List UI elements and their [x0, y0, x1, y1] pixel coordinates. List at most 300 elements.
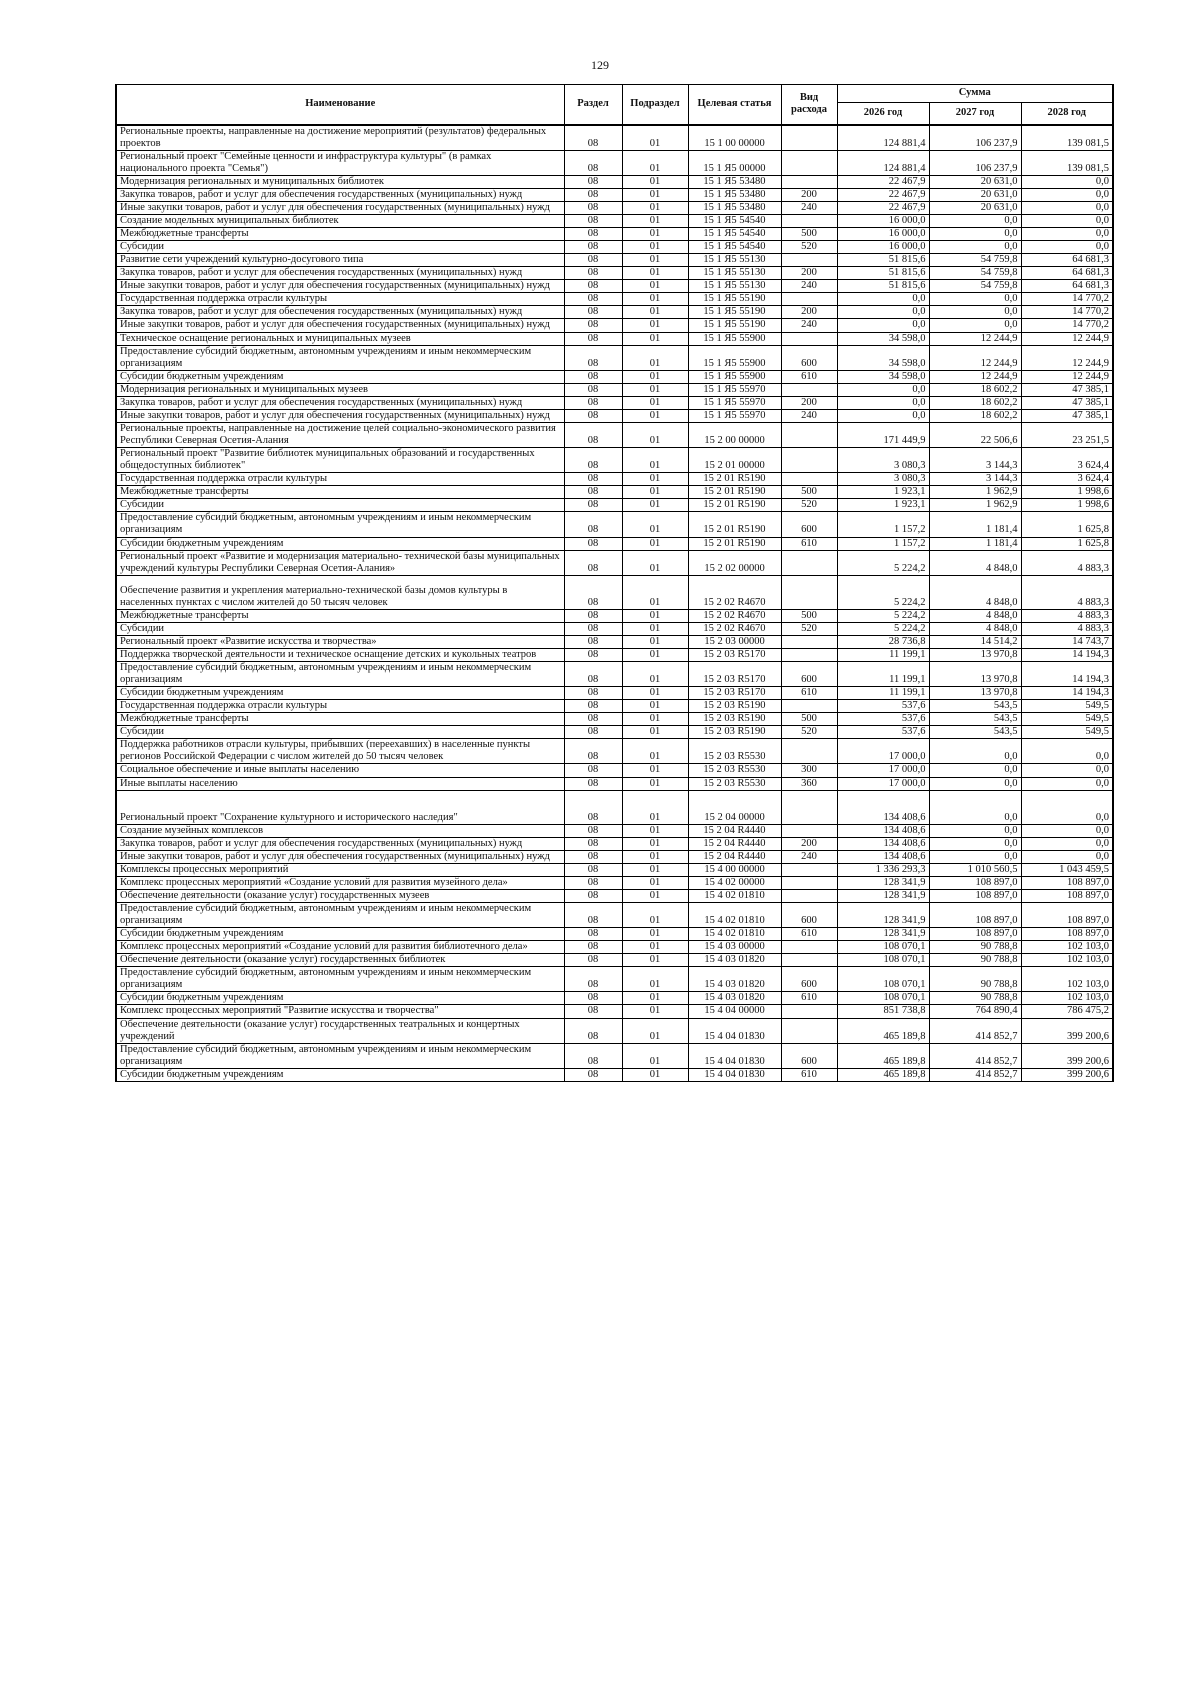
- cell-subsection: 01: [622, 1005, 688, 1018]
- table-row: [116, 928, 1113, 941]
- cell-2026: 16 000,0: [837, 214, 929, 227]
- cell-2027: 764 890,4: [929, 1005, 1021, 1018]
- cell-subsection: 01: [622, 254, 688, 267]
- cell-2027: 108 897,0: [929, 902, 1021, 927]
- cell-target: 15 2 01 R5190: [688, 537, 781, 550]
- cell-subsection: 01: [622, 370, 688, 383]
- cell-type: 610: [781, 687, 837, 700]
- cell-2026: 5 224,2: [837, 609, 929, 622]
- table-row: [116, 319, 1113, 332]
- cell-2026: 0,0: [837, 306, 929, 319]
- cell-type: [781, 941, 837, 954]
- header-year-2028: 2028 год: [1021, 103, 1113, 125]
- table-body: [116, 125, 1113, 1082]
- cell-target: 15 4 03 00000: [688, 941, 781, 954]
- cell-subsection: 01: [622, 201, 688, 214]
- cell-subsection: 01: [622, 790, 688, 824]
- header-subsection: Подраздел: [622, 85, 688, 125]
- cell-type: 300: [781, 764, 837, 777]
- cell-section: 08: [564, 876, 622, 889]
- cell-2027: 20 631,0: [929, 175, 1021, 188]
- cell-target: 15 2 03 00000: [688, 635, 781, 648]
- cell-2026: 108 070,1: [837, 941, 929, 954]
- cell-2026: 465 189,8: [837, 1068, 929, 1081]
- cell-subsection: 01: [622, 850, 688, 863]
- cell-name: Государственная поддержка отрасли культуры: [116, 473, 564, 486]
- cell-name: Государственная поддержка отрасли культуры: [116, 700, 564, 713]
- cell-subsection: 01: [622, 267, 688, 280]
- table-row: [116, 293, 1113, 306]
- cell-2027: 414 852,7: [929, 1043, 1021, 1068]
- cell-2027: 13 970,8: [929, 648, 1021, 661]
- cell-2027: 0,0: [929, 739, 1021, 764]
- cell-2027: 108 897,0: [929, 889, 1021, 902]
- cell-type: [781, 954, 837, 967]
- cell-2027: 1 010 560,5: [929, 863, 1021, 876]
- table-row: [116, 175, 1113, 188]
- cell-target: 15 2 04 R4440: [688, 824, 781, 837]
- cell-2026: 17 000,0: [837, 764, 929, 777]
- cell-2028: 14 194,3: [1021, 648, 1113, 661]
- cell-target: 15 2 02 00000: [688, 550, 781, 575]
- table-row: [116, 486, 1113, 499]
- cell-2028: 108 897,0: [1021, 902, 1113, 927]
- cell-2027: 90 788,8: [929, 967, 1021, 992]
- table-row: [116, 575, 1113, 609]
- cell-2027: 54 759,8: [929, 267, 1021, 280]
- table-row: [116, 876, 1113, 889]
- cell-section: 08: [564, 648, 622, 661]
- cell-name: Субсидии бюджетным учреждениям: [116, 537, 564, 550]
- cell-2026: 171 449,9: [837, 422, 929, 447]
- table-row: [116, 512, 1113, 537]
- cell-2028: 14 770,2: [1021, 319, 1113, 332]
- cell-2026: 124 881,4: [837, 150, 929, 175]
- cell-2026: 851 738,8: [837, 1005, 929, 1018]
- cell-type: 200: [781, 837, 837, 850]
- cell-target: 15 1 Я5 54540: [688, 241, 781, 254]
- cell-2027: 13 970,8: [929, 687, 1021, 700]
- table-row: [116, 383, 1113, 396]
- cell-type: [781, 125, 837, 151]
- cell-2028: 0,0: [1021, 175, 1113, 188]
- cell-section: 08: [564, 902, 622, 927]
- cell-section: 08: [564, 150, 622, 175]
- cell-target: 15 4 03 01820: [688, 967, 781, 992]
- cell-section: 08: [564, 422, 622, 447]
- cell-target: 15 2 03 R5170: [688, 648, 781, 661]
- cell-2028: 4 883,3: [1021, 622, 1113, 635]
- cell-section: 08: [564, 1018, 622, 1043]
- cell-2028: 1 625,8: [1021, 512, 1113, 537]
- cell-type: [781, 1018, 837, 1043]
- cell-2028: 47 385,1: [1021, 396, 1113, 409]
- cell-2027: 90 788,8: [929, 954, 1021, 967]
- cell-target: 15 2 03 R5530: [688, 739, 781, 764]
- cell-type: [781, 175, 837, 188]
- cell-2026: 11 199,1: [837, 648, 929, 661]
- table-row: [116, 967, 1113, 992]
- cell-subsection: 01: [622, 941, 688, 954]
- cell-section: 08: [564, 850, 622, 863]
- cell-2027: 4 848,0: [929, 622, 1021, 635]
- cell-section: 08: [564, 409, 622, 422]
- cell-section: 08: [564, 575, 622, 609]
- cell-type: [781, 824, 837, 837]
- cell-subsection: 01: [622, 345, 688, 370]
- table-row: [116, 228, 1113, 241]
- cell-target: 15 2 00 00000: [688, 422, 781, 447]
- header-target: Целевая статья: [688, 85, 781, 125]
- cell-2028: 102 103,0: [1021, 941, 1113, 954]
- cell-type: 200: [781, 188, 837, 201]
- cell-section: 08: [564, 125, 622, 151]
- cell-2026: 134 408,6: [837, 837, 929, 850]
- cell-target: 15 2 03 R5190: [688, 726, 781, 739]
- table-row: [116, 201, 1113, 214]
- cell-name: Иные закупки товаров, работ и услуг для обеспечения государственных (муниципальных) нужд: [116, 409, 564, 422]
- cell-2026: 22 467,9: [837, 175, 929, 188]
- cell-subsection: 01: [622, 700, 688, 713]
- cell-type: [781, 790, 837, 824]
- cell-subsection: 01: [622, 739, 688, 764]
- cell-2026: 34 598,0: [837, 345, 929, 370]
- cell-2028: 12 244,9: [1021, 345, 1113, 370]
- table-row: [116, 837, 1113, 850]
- table-row: [116, 863, 1113, 876]
- cell-type: 500: [781, 486, 837, 499]
- cell-target: 15 4 02 00000: [688, 876, 781, 889]
- cell-target: 15 1 Я5 55130: [688, 254, 781, 267]
- cell-name: Социальное обеспечение и иные выплаты населению: [116, 764, 564, 777]
- cell-2027: 0,0: [929, 228, 1021, 241]
- cell-subsection: 01: [622, 1068, 688, 1081]
- cell-name: Поддержка творческой деятельности и техническое оснащение детских и кукольных театров: [116, 648, 564, 661]
- cell-subsection: 01: [622, 280, 688, 293]
- cell-section: 08: [564, 764, 622, 777]
- cell-subsection: 01: [622, 1043, 688, 1068]
- table-row: [116, 150, 1113, 175]
- cell-2026: 22 467,9: [837, 188, 929, 201]
- cell-2028: 1 625,8: [1021, 537, 1113, 550]
- cell-2027: 0,0: [929, 777, 1021, 790]
- table-row: [116, 648, 1113, 661]
- cell-2026: 0,0: [837, 396, 929, 409]
- cell-2027: 0,0: [929, 790, 1021, 824]
- cell-subsection: 01: [622, 764, 688, 777]
- cell-name: Субсидии бюджетным учреждениям: [116, 992, 564, 1005]
- cell-2028: 549,5: [1021, 713, 1113, 726]
- cell-type: [781, 1005, 837, 1018]
- cell-subsection: 01: [622, 409, 688, 422]
- cell-2027: 12 244,9: [929, 370, 1021, 383]
- cell-2027: 90 788,8: [929, 941, 1021, 954]
- cell-type: 200: [781, 306, 837, 319]
- cell-type: 600: [781, 967, 837, 992]
- table-row: [116, 609, 1113, 622]
- cell-subsection: 01: [622, 967, 688, 992]
- cell-name: Субсидии бюджетным учреждениям: [116, 370, 564, 383]
- cell-type: [781, 150, 837, 175]
- cell-section: 08: [564, 967, 622, 992]
- cell-subsection: 01: [622, 422, 688, 447]
- table-row: [116, 824, 1113, 837]
- cell-2027: 543,5: [929, 713, 1021, 726]
- budget-table: [115, 84, 1114, 1082]
- cell-2026: 134 408,6: [837, 790, 929, 824]
- cell-section: 08: [564, 254, 622, 267]
- cell-name: Субсидии бюджетным учреждениям: [116, 928, 564, 941]
- cell-2026: 17 000,0: [837, 739, 929, 764]
- cell-type: [781, 550, 837, 575]
- cell-target: 15 2 03 R5190: [688, 700, 781, 713]
- cell-type: [781, 739, 837, 764]
- table-row: [116, 306, 1113, 319]
- cell-2028: 12 244,9: [1021, 332, 1113, 345]
- table-row: [116, 1068, 1113, 1081]
- cell-subsection: 01: [622, 486, 688, 499]
- cell-2027: 1 181,4: [929, 512, 1021, 537]
- cell-name: Региональный проект "Сохранение культурного и исторического наследия": [116, 790, 564, 824]
- table-row: [116, 1043, 1113, 1068]
- cell-2026: 465 189,8: [837, 1018, 929, 1043]
- cell-2026: 51 815,6: [837, 280, 929, 293]
- cell-2027: 0,0: [929, 837, 1021, 850]
- cell-2028: 0,0: [1021, 241, 1113, 254]
- table-row: [116, 550, 1113, 575]
- cell-subsection: 01: [622, 499, 688, 512]
- cell-type: 610: [781, 992, 837, 1005]
- cell-name: Иные выплаты населению: [116, 777, 564, 790]
- cell-2027: 12 244,9: [929, 332, 1021, 345]
- cell-2028: 102 103,0: [1021, 992, 1113, 1005]
- cell-name: Закупка товаров, работ и услуг для обеспечения государственных (муниципальных) нужд: [116, 188, 564, 201]
- cell-target: 15 1 Я5 55190: [688, 319, 781, 332]
- cell-section: 08: [564, 201, 622, 214]
- cell-section: 08: [564, 228, 622, 241]
- cell-2028: 0,0: [1021, 790, 1113, 824]
- cell-type: 360: [781, 777, 837, 790]
- cell-2027: 0,0: [929, 764, 1021, 777]
- cell-2026: 128 341,9: [837, 876, 929, 889]
- cell-section: 08: [564, 267, 622, 280]
- cell-2028: 108 897,0: [1021, 876, 1113, 889]
- cell-type: [781, 700, 837, 713]
- cell-name: Субсидии: [116, 726, 564, 739]
- cell-section: 08: [564, 345, 622, 370]
- cell-2028: 0,0: [1021, 739, 1113, 764]
- page-number: 129: [591, 58, 609, 72]
- cell-2026: 1 157,2: [837, 537, 929, 550]
- cell-name: Субсидии бюджетным учреждениям: [116, 1068, 564, 1081]
- cell-name: Обеспечение деятельности (оказание услуг) государственных библиотек: [116, 954, 564, 967]
- cell-subsection: 01: [622, 175, 688, 188]
- cell-name: Модернизация региональных и муниципальных музеев: [116, 383, 564, 396]
- cell-name: Поддержка работников отрасли культуры, прибывших (переехавших) в населенные пункты регионов Российской Федерации с числом жителей до 50 тысяч человек: [116, 739, 564, 764]
- cell-2027: 18 602,2: [929, 383, 1021, 396]
- header-year-2026: 2026 год: [837, 103, 929, 125]
- cell-type: [781, 383, 837, 396]
- cell-section: 08: [564, 622, 622, 635]
- cell-2028: 399 200,6: [1021, 1043, 1113, 1068]
- cell-name: Межбюджетные трансферты: [116, 486, 564, 499]
- cell-2027: 0,0: [929, 214, 1021, 227]
- cell-subsection: 01: [622, 228, 688, 241]
- cell-type: [781, 876, 837, 889]
- cell-target: 15 2 03 R5530: [688, 764, 781, 777]
- cell-subsection: 01: [622, 889, 688, 902]
- cell-2026: 5 224,2: [837, 622, 929, 635]
- header-section: Раздел: [564, 85, 622, 125]
- cell-2027: 0,0: [929, 241, 1021, 254]
- cell-2026: 537,6: [837, 700, 929, 713]
- cell-section: 08: [564, 1005, 622, 1018]
- cell-target: 15 4 04 01830: [688, 1043, 781, 1068]
- cell-subsection: 01: [622, 512, 688, 537]
- header-type: Вид расхода: [781, 85, 837, 125]
- cell-name: Создание модельных муниципальных библиотек: [116, 214, 564, 227]
- header-year-2027: 2027 год: [929, 103, 1021, 125]
- cell-subsection: 01: [622, 648, 688, 661]
- table-row: [116, 902, 1113, 927]
- cell-2027: 108 897,0: [929, 928, 1021, 941]
- cell-2026: 28 736,8: [837, 635, 929, 648]
- cell-2027: 0,0: [929, 850, 1021, 863]
- cell-section: 08: [564, 293, 622, 306]
- table-row: [116, 739, 1113, 764]
- table-row: [116, 280, 1113, 293]
- cell-2026: 11 199,1: [837, 687, 929, 700]
- table-row: [116, 1005, 1113, 1018]
- cell-2028: 399 200,6: [1021, 1068, 1113, 1081]
- cell-name: Комплекс процессных мероприятий «Создание условий для развития библиотечного дела»: [116, 941, 564, 954]
- cell-name: Закупка товаров, работ и услуг для обеспечения государственных (муниципальных) нужд: [116, 267, 564, 280]
- cell-2026: 11 199,1: [837, 661, 929, 686]
- cell-section: 08: [564, 537, 622, 550]
- cell-name: Комплекс процессных мероприятий "Развитие искусства и творчества": [116, 1005, 564, 1018]
- cell-target: 15 4 04 00000: [688, 1005, 781, 1018]
- cell-2028: 1 998,6: [1021, 499, 1113, 512]
- cell-target: 15 4 02 01810: [688, 928, 781, 941]
- cell-section: 08: [564, 214, 622, 227]
- cell-2026: 0,0: [837, 409, 929, 422]
- cell-2026: 537,6: [837, 713, 929, 726]
- cell-section: 08: [564, 550, 622, 575]
- cell-name: Предоставление субсидий бюджетным, автономным учреждениям и иным некоммерческим организациям: [116, 1043, 564, 1068]
- cell-2028: 102 103,0: [1021, 967, 1113, 992]
- cell-name: Модернизация региональных и муниципальных библиотек: [116, 175, 564, 188]
- cell-2026: 34 598,0: [837, 332, 929, 345]
- cell-2026: 5 224,2: [837, 550, 929, 575]
- cell-section: 08: [564, 777, 622, 790]
- cell-section: 08: [564, 383, 622, 396]
- cell-target: 15 2 04 R4440: [688, 837, 781, 850]
- cell-name: Региональный проект «Развитие искусства и творчества»: [116, 635, 564, 648]
- cell-type: [781, 473, 837, 486]
- cell-subsection: 01: [622, 902, 688, 927]
- cell-subsection: 01: [622, 954, 688, 967]
- cell-type: [781, 635, 837, 648]
- cell-subsection: 01: [622, 777, 688, 790]
- cell-2026: 22 467,9: [837, 201, 929, 214]
- cell-target: 15 1 Я5 54540: [688, 228, 781, 241]
- cell-type: 520: [781, 622, 837, 635]
- table-row: [116, 954, 1113, 967]
- cell-target: 15 1 Я5 55190: [688, 293, 781, 306]
- table-row: [116, 992, 1113, 1005]
- cell-2027: 543,5: [929, 726, 1021, 739]
- cell-name: Предоставление субсидий бюджетным, автономным учреждениям и иным некоммерческим организациям: [116, 902, 564, 927]
- cell-2027: 0,0: [929, 293, 1021, 306]
- cell-target: 15 1 Я5 55970: [688, 409, 781, 422]
- table-row: [116, 345, 1113, 370]
- cell-2026: 134 408,6: [837, 824, 929, 837]
- cell-subsection: 01: [622, 622, 688, 635]
- cell-target: 15 2 01 R5190: [688, 473, 781, 486]
- cell-subsection: 01: [622, 537, 688, 550]
- cell-2027: 90 788,8: [929, 992, 1021, 1005]
- cell-2027: 20 631,0: [929, 188, 1021, 201]
- table-row: [116, 700, 1113, 713]
- table-row: [116, 537, 1113, 550]
- cell-name: Обеспечение развития и укрепления материально-технической базы домов культуры в населенных пунктах с числом жителей до 50 тысяч человек: [116, 575, 564, 609]
- cell-subsection: 01: [622, 448, 688, 473]
- cell-2027: 20 631,0: [929, 201, 1021, 214]
- cell-2027: 12 244,9: [929, 345, 1021, 370]
- cell-name: Создание музейных комплексов: [116, 824, 564, 837]
- cell-2028: 0,0: [1021, 214, 1113, 227]
- cell-section: 08: [564, 687, 622, 700]
- cell-2026: 128 341,9: [837, 889, 929, 902]
- cell-type: 600: [781, 902, 837, 927]
- cell-section: 08: [564, 1043, 622, 1068]
- cell-section: 08: [564, 241, 622, 254]
- cell-2027: 0,0: [929, 319, 1021, 332]
- cell-type: 520: [781, 726, 837, 739]
- cell-type: [781, 448, 837, 473]
- table-row: [116, 1018, 1113, 1043]
- cell-2027: 543,5: [929, 700, 1021, 713]
- cell-target: 15 2 02 R4670: [688, 575, 781, 609]
- cell-name: Межбюджетные трансферты: [116, 609, 564, 622]
- cell-subsection: 01: [622, 713, 688, 726]
- cell-subsection: 01: [622, 473, 688, 486]
- cell-type: 610: [781, 370, 837, 383]
- cell-2028: 139 081,5: [1021, 125, 1113, 151]
- cell-section: 08: [564, 609, 622, 622]
- cell-target: 15 4 00 00000: [688, 863, 781, 876]
- cell-type: 500: [781, 609, 837, 622]
- cell-section: 08: [564, 486, 622, 499]
- table-row: [116, 125, 1113, 151]
- cell-section: 08: [564, 188, 622, 201]
- cell-subsection: 01: [622, 661, 688, 686]
- table-row: [116, 448, 1113, 473]
- cell-section: 08: [564, 941, 622, 954]
- cell-target: 15 2 02 R4670: [688, 622, 781, 635]
- cell-target: 15 1 Я5 53480: [688, 201, 781, 214]
- table-row: [116, 241, 1113, 254]
- table-row: [116, 777, 1113, 790]
- cell-2028: 0,0: [1021, 201, 1113, 214]
- cell-2026: 108 070,1: [837, 967, 929, 992]
- cell-2028: 14 770,2: [1021, 306, 1113, 319]
- cell-subsection: 01: [622, 635, 688, 648]
- cell-subsection: 01: [622, 241, 688, 254]
- cell-section: 08: [564, 280, 622, 293]
- cell-target: 15 1 Я5 54540: [688, 214, 781, 227]
- cell-name: Комплекс процессных мероприятий «Создание условий для развития музейного дела»: [116, 876, 564, 889]
